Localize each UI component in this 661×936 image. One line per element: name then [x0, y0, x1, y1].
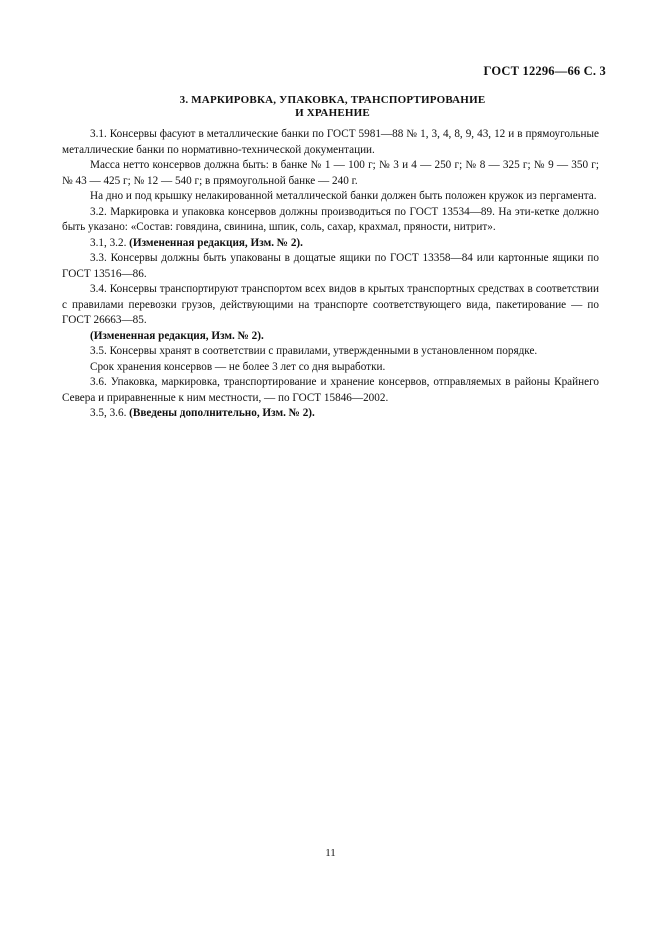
section-title [90, 94, 575, 120]
clause-3-1-net-mass: Масса нетто консервов должна быть: в банке № 1 — 100 г; № 3 и 4 — 250 г; № 8 — 325 г; № 9 — 350 г; № 43 — 425 г; № 12 — 540 г; в прямоугольной банке — 240 г. [62, 159, 599, 187]
clause-3-1-parchment: На дно и под крышку нелакированной металлической банки должен быть положен кружок из пергамента. [90, 190, 597, 202]
page-number: 11 [325, 847, 336, 859]
amendment-note-3-3-3-4: (Измененная редакция, Изм. № 2). [90, 329, 264, 342]
clause-3-6: 3.6. Упаковка, маркировка, транспортирование и хранение консервов, отправляемых в районы Крайнего Севера и приравненные к ним местности, — по ГОСТ 15846—2002. [62, 376, 599, 404]
clause-3-4: 3.4. Консервы транспортируют транспортом всех видов в крытых транспортных средствах в соответствии с правилами перевозки грузов, действующими на транспорте соответствующего вида, пакетирование — по ГОСТ 26663—85. [62, 283, 599, 326]
amendment-text: (Измененная редакция, Изм. № 2). [129, 236, 303, 249]
clause-3-1: 3.1. Консервы фасуют в металлические банки по ГОСТ 5981—88 № 1, 3, 4, 8, 9, 43, 12 и в прямоугольные металлические банки по нормативно-технической документации. [62, 128, 599, 156]
clause-3-5-shelf-life: Срок хранения консервов — не более 3 лет со дня выработки. [90, 360, 386, 373]
amendment-ref: 3.1, 3.2. [90, 236, 127, 249]
document-body [62, 127, 599, 422]
section-title-line-1: 3. МАРКИРОВКА, УПАКОВКА, ТРАНСПОРТИРОВАНИЕ [179, 94, 486, 106]
document-header: ГОСТ 12296—66 С. 3 [483, 64, 606, 78]
amendment-ref: 3.5, 3.6. [90, 407, 127, 419]
clause-3-2: 3.2. Маркировка и упаковка консервов должны производиться по ГОСТ 13534—89. На эти-кетке должно быть указано: «Состав: говядина, свинина, шпик, соль, сахар, крахмал, пряности, нитрит». [62, 205, 599, 233]
amendment-note-3-5-3-6 [62, 406, 599, 422]
clause-3-5: 3.5. Консервы хранят в соответствии с правилами, утвержденными в установленном порядке. [90, 345, 538, 357]
amendment-note-3-1-3-2 [62, 236, 599, 252]
amendment-text: (Введены дополнительно, Изм. № 2). [129, 407, 315, 419]
section-title-line-2: И ХРАНЕНИЕ [295, 107, 370, 119]
clause-3-3: 3.3. Консервы должны быть упакованы в дощатые ящики по ГОСТ 13358—84 или картонные ящики по ГОСТ 13516—86. [62, 252, 599, 280]
